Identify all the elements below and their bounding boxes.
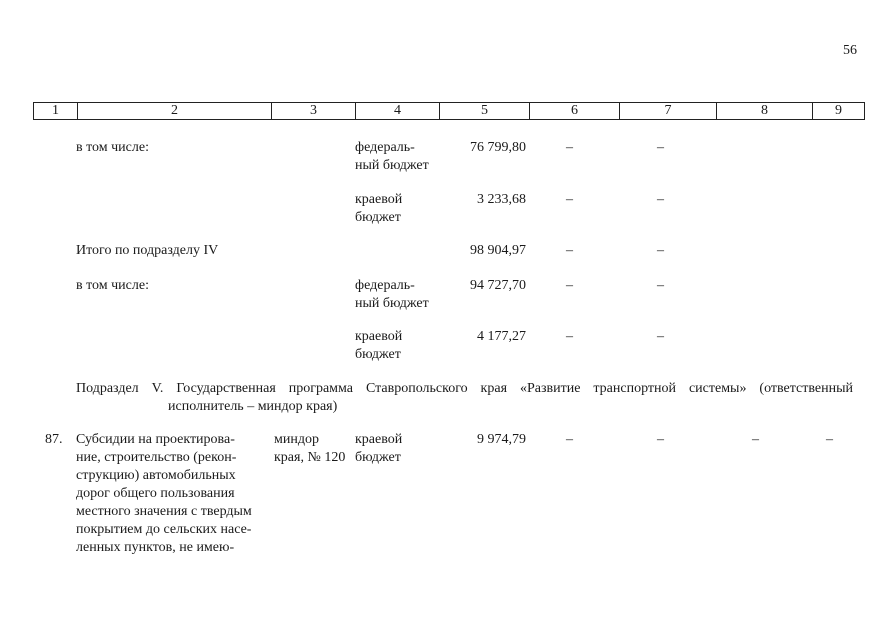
item-name-line: ние, строительство (рекон-: [76, 450, 237, 465]
dash: –: [657, 329, 664, 344]
dash: –: [566, 243, 573, 258]
amount: 4 177,27: [477, 329, 526, 344]
column-number: 3: [272, 103, 356, 120]
dash: –: [657, 278, 664, 293]
dash: –: [752, 432, 759, 447]
column-number: 5: [440, 103, 530, 120]
funding-source: федераль- ный бюджет: [355, 140, 429, 173]
dash: –: [566, 192, 573, 207]
item-name-line: ленных пунктов, не имею-: [76, 540, 235, 555]
column-number: 2: [78, 103, 272, 120]
item-name-line: Субсидии на проектирова-: [76, 432, 235, 447]
dash: –: [657, 192, 664, 207]
column-number: 4: [356, 103, 440, 120]
column-number: 6: [530, 103, 620, 120]
section-title: [76, 380, 853, 416]
funding-source: федераль- ный бюджет: [355, 278, 429, 311]
executor-line: края, № 120: [274, 450, 346, 465]
executor-line: миндор: [274, 432, 319, 447]
row-label: Итого по подразделу IV: [76, 243, 219, 258]
amount: 98 904,97: [470, 243, 526, 258]
dash: –: [826, 432, 833, 447]
item-name: [76, 431, 266, 557]
dash: –: [657, 243, 664, 258]
amount: 3 233,68: [477, 192, 526, 207]
section-title-line: Подраздел V. Государственная программа Ставропольского края «Развитие транспортной системы» (ответственный: [76, 381, 853, 396]
column-number: 8: [717, 103, 813, 120]
row-label: в том числе:: [76, 140, 149, 155]
page-number: 56: [843, 43, 857, 58]
item-number: 87.: [45, 432, 63, 447]
item-name-line: местного значения с твердым: [76, 504, 252, 519]
dash: –: [566, 329, 573, 344]
dash: –: [566, 432, 573, 447]
amount: 94 727,70: [470, 278, 526, 293]
dash: –: [657, 432, 664, 447]
funding-source: [355, 431, 445, 467]
row-label: в том числе:: [76, 278, 149, 293]
column-number-header: [33, 102, 865, 120]
item-name-line: покрытием до сельских насе-: [76, 522, 252, 537]
funding-source-line: краевой: [355, 432, 403, 447]
funding-source: краевой бюджет: [355, 329, 403, 362]
dash: –: [657, 140, 664, 155]
amount: 76 799,80: [470, 140, 526, 155]
executor: [274, 431, 352, 467]
dash: –: [566, 278, 573, 293]
item-name-line: дорог общего пользования: [76, 486, 235, 501]
amount: 9 974,79: [477, 432, 526, 447]
column-number: 1: [34, 103, 78, 120]
column-number: 7: [620, 103, 717, 120]
section-title-line: исполнитель – миндор края): [168, 399, 338, 414]
dash: –: [566, 140, 573, 155]
item-name-line: струкцию) автомобильных: [76, 468, 236, 483]
funding-source-line: бюджет: [355, 450, 401, 465]
funding-source: краевой бюджет: [355, 192, 403, 225]
column-number: 9: [813, 103, 865, 120]
